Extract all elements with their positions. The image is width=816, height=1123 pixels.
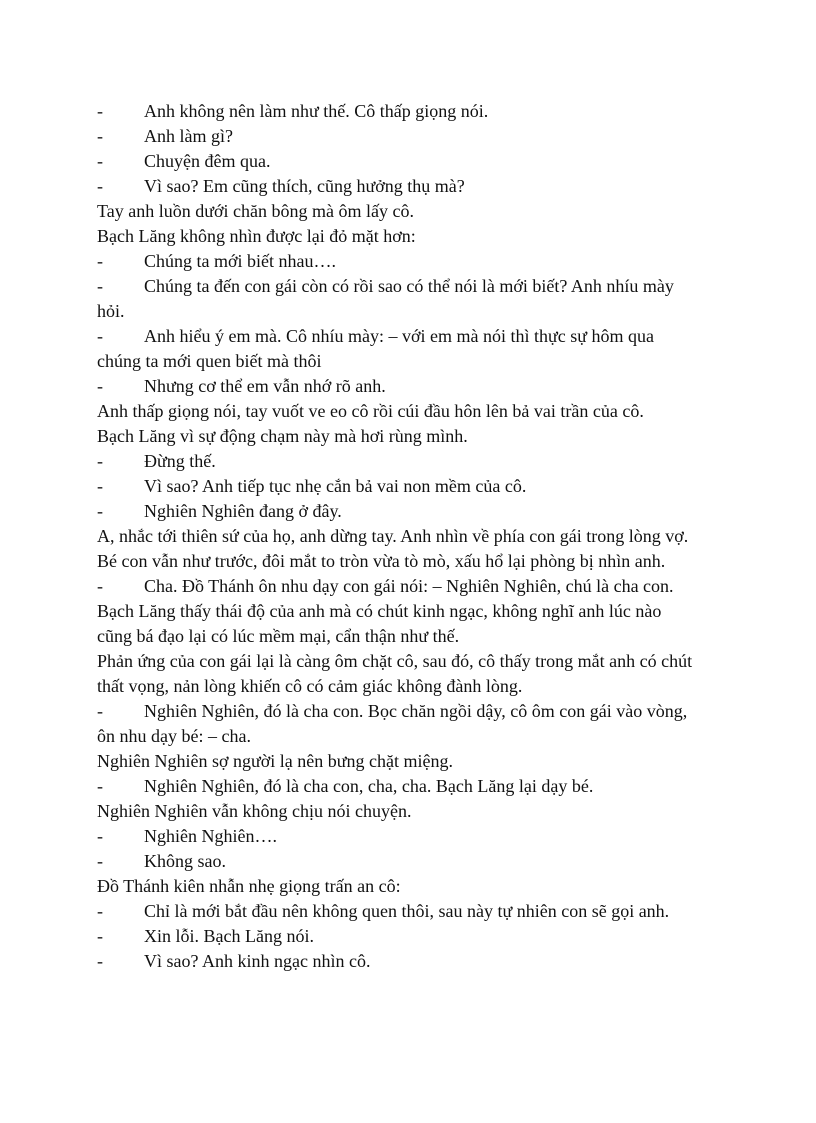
dialogue-line [97,274,737,299]
line-text: Phản ứng của con gái lại là càng ôm chặt cô, sau đó, cô thấy trong mắt anh có chút [97,651,693,671]
line-text: Nghiên Nghiên sợ người lạ nên bưng chặt miệng. [97,751,453,771]
line-text: Bạch Lăng thấy thái độ của anh mà có chút kinh ngạc, không nghĩ anh lúc nào [97,601,662,621]
dialogue-dash: - [97,826,103,846]
dialogue-dash: - [97,376,103,396]
line-text: Tay anh luồn dưới chăn bông mà ôm lấy cô. [97,201,414,221]
line-text: Cha. Đồ Thánh ôn nhu dạy con gái nói: – Nghiên Nghiên, chú là cha con. [144,576,674,596]
line-text: hỏi. [97,301,125,321]
line-text: Xin lỗi. Bạch Lăng nói. [144,926,314,946]
dialogue-dash: - [97,776,103,796]
dialogue-line [97,99,737,124]
dialogue-dash: - [97,851,103,871]
dialogue-dash: - [97,101,103,121]
narration-line [97,749,737,774]
narration-line [97,424,737,449]
dialogue-dash: - [97,901,103,921]
line-text: Chỉ là mới bắt đầu nên không quen thôi, sau này tự nhiên con sẽ gọi anh. [144,901,670,921]
narration-line [97,624,737,649]
dialogue-line [97,949,737,974]
dialogue-dash: - [97,701,103,721]
dialogue-line [97,324,737,349]
line-text: A, nhắc tới thiên sứ của họ, anh dừng tay. Anh nhìn về phía con gái trong lòng vợ. [97,526,689,546]
dialogue-line [97,899,737,924]
line-text: Vì sao? Em cũng thích, cũng hưởng thụ mà? [144,176,465,196]
dialogue-dash: - [97,276,103,296]
narration-line [97,399,737,424]
line-text: cũng bá đạo lại có lúc mềm mại, cẩn thận như thế. [97,626,460,646]
dialogue-dash: - [97,476,103,496]
line-text: Nghiên Nghiên, đó là cha con, cha, cha. Bạch Lăng lại dạy bé. [144,776,594,796]
line-text: chúng ta mới quen biết mà thôi [97,351,322,371]
dialogue-dash: - [97,951,103,971]
narration-line [97,524,737,549]
line-text: Bạch Lăng vì sự động chạm này mà hơi rùng mình. [97,426,468,446]
narration-line [97,649,737,674]
line-text: Vì sao? Anh kinh ngạc nhìn cô. [144,951,371,971]
narration-line [97,299,737,324]
dialogue-dash: - [97,451,103,471]
line-text: Anh hiểu ý em mà. Cô nhíu mày: – với em mà nói thì thực sự hôm qua [144,326,654,346]
dialogue-line [97,849,737,874]
line-text: Nghiên Nghiên, đó là cha con. Bọc chăn ngồi dậy, cô ôm con gái vào vòng, [144,701,688,721]
dialogue-dash: - [97,326,103,346]
dialogue-line [97,374,737,399]
line-text: Anh làm gì? [144,126,233,146]
narration-line [97,874,737,899]
dialogue-line [97,824,737,849]
line-text: thất vọng, nản lòng khiến cô có cảm giác không đành lòng. [97,676,523,696]
line-text: Đồ Thánh kiên nhẫn nhẹ giọng trấn an cô: [97,876,401,896]
dialogue-line [97,774,737,799]
line-text: Nghiên Nghiên vẫn không chịu nói chuyện. [97,801,412,821]
line-text: Không sao. [144,851,226,871]
dialogue-dash: - [97,151,103,171]
narration-line [97,349,737,374]
line-text: ôn nhu dạy bé: – cha. [97,726,251,746]
line-text: Bạch Lăng không nhìn được lại đỏ mặt hơn: [97,226,416,246]
dialogue-dash: - [97,501,103,521]
line-text: Anh không nên làm như thế. Cô thấp giọng nói. [144,101,489,121]
dialogue-dash: - [97,926,103,946]
dialogue-line [97,249,737,274]
dialogue-line [97,149,737,174]
line-text: Đừng thế. [144,451,216,471]
narration-line [97,549,737,574]
line-text: Vì sao? Anh tiếp tục nhẹ cắn bả vai non mềm của cô. [144,476,527,496]
line-text: Nghiên Nghiên đang ở đây. [144,501,342,521]
document-body [97,99,737,974]
dialogue-dash: - [97,251,103,271]
dialogue-line [97,449,737,474]
narration-line [97,224,737,249]
dialogue-line [97,574,737,599]
line-text: Bé con vẫn như trước, đôi mắt to tròn vừa tò mò, xấu hổ lại phòng bị nhìn anh. [97,551,666,571]
line-text: Chúng ta đến con gái còn có rồi sao có thể nói là mới biết? Anh nhíu mày [144,276,674,296]
dialogue-dash: - [97,576,103,596]
dialogue-dash: - [97,126,103,146]
dialogue-line [97,499,737,524]
dialogue-dash: - [97,176,103,196]
line-text: Anh thấp giọng nói, tay vuốt ve eo cô rồi cúi đầu hôn lên bả vai trần của cô. [97,401,644,421]
dialogue-line [97,174,737,199]
narration-line [97,199,737,224]
dialogue-line [97,474,737,499]
narration-line [97,724,737,749]
narration-line [97,674,737,699]
dialogue-line [97,699,737,724]
line-text: Nghiên Nghiên…. [144,826,277,846]
dialogue-line [97,124,737,149]
line-text: Chuyện đêm qua. [144,151,271,171]
line-text: Chúng ta mới biết nhau…. [144,251,336,271]
line-text: Nhưng cơ thể em vẫn nhớ rõ anh. [144,376,386,396]
narration-line [97,599,737,624]
narration-line [97,799,737,824]
dialogue-line [97,924,737,949]
